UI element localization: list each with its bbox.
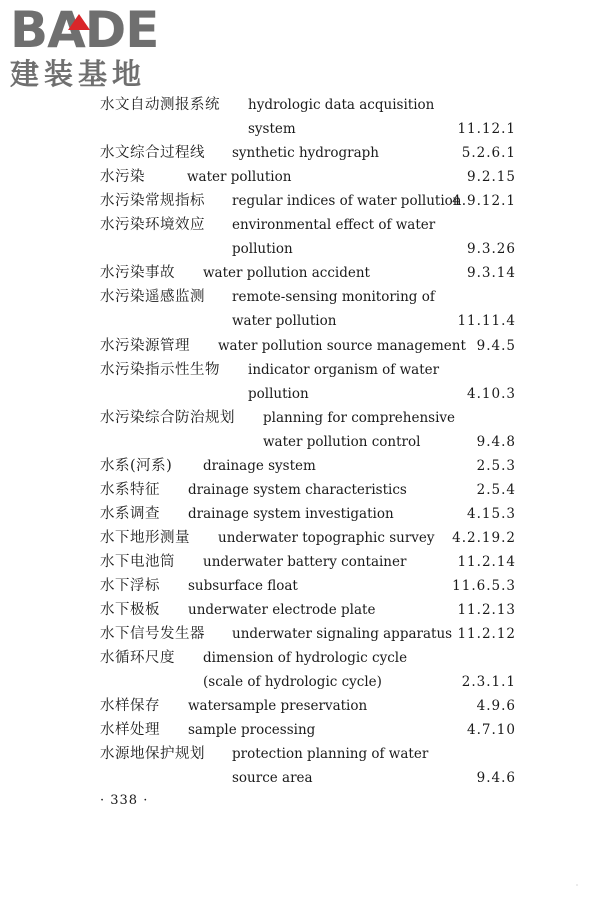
glossary-entry <box>0 454 600 478</box>
glossary-entry <box>0 213 600 237</box>
entry-section-ref: 11.2.13 <box>457 602 516 618</box>
entry-english-term: planning for comprehensive <box>263 410 456 426</box>
entry-english-term: indicator organism of water <box>248 362 440 378</box>
entry-english-term: underwater signaling apparatus <box>232 626 453 642</box>
glossary-entry <box>0 261 600 285</box>
entry-chinese-term: 水文自动测报系统 <box>100 97 220 113</box>
glossary-entry <box>0 189 600 213</box>
entry-chinese-term: 水样处理 <box>100 722 160 738</box>
glossary-entry <box>0 478 600 502</box>
entry-chinese-term: 水污染 <box>100 169 145 185</box>
entry-english-term: system <box>248 121 296 137</box>
entry-english-term: remote-sensing monitoring of <box>232 289 435 305</box>
entry-english-term: dimension of hydrologic cycle <box>203 650 408 666</box>
entry-chinese-term: 水系特征 <box>100 482 160 498</box>
entry-section-ref: 4.7.10 <box>467 722 516 738</box>
entry-chinese-term: 水污染源管理 <box>100 338 190 354</box>
entry-section-ref: 9.3.26 <box>467 241 516 257</box>
entry-section-ref: 4.15.3 <box>467 506 516 522</box>
entry-english-term: water pollution accident <box>203 265 370 281</box>
entry-section-ref: 11.12.1 <box>457 121 516 137</box>
glossary-entry <box>0 406 600 430</box>
entry-english-term: hydrologic data acquisition <box>248 97 435 113</box>
entry-chinese-term: 水源地保护规划 <box>100 746 205 762</box>
glossary-entry-continuation <box>0 237 600 261</box>
glossary-entry <box>0 622 600 646</box>
entry-chinese-term: 水下地形测量 <box>100 530 190 546</box>
entry-english-term: source area <box>232 770 313 786</box>
entry-section-ref: 4.10.3 <box>467 386 516 402</box>
entry-chinese-term: 水文综合过程线 <box>100 145 205 161</box>
entry-chinese-term: 水系(河系) <box>100 458 173 474</box>
entry-english-term: underwater electrode plate <box>188 602 376 618</box>
entry-section-ref: 11.6.5.3 <box>452 578 516 594</box>
entry-english-term: subsurface float <box>188 578 298 594</box>
entry-chinese-term: 水污染指示性生物 <box>100 362 220 378</box>
entry-english-term: regular indices of water pollution <box>232 193 462 209</box>
entry-english-term: water pollution control <box>263 434 421 450</box>
entry-english-term: drainage system investigation <box>188 506 394 522</box>
entry-chinese-term: 水下信号发生器 <box>100 626 205 642</box>
entry-english-term: water pollution <box>187 169 292 185</box>
logo-wordmark: BADE <box>10 1 159 59</box>
glossary-entry-continuation <box>0 117 600 141</box>
entry-section-ref: 9.4.8 <box>476 434 516 450</box>
entry-chinese-term: 水下浮标 <box>100 578 160 594</box>
glossary-entry <box>0 285 600 309</box>
entry-english-term: pollution <box>248 386 309 402</box>
glossary-entry-continuation <box>0 430 600 454</box>
entry-english-term: protection planning of water <box>232 746 429 762</box>
glossary-entry <box>0 93 600 117</box>
entry-chinese-term: 水循环尺度 <box>100 650 175 666</box>
glossary-entry <box>0 550 600 574</box>
entry-chinese-term: 水样保存 <box>100 698 160 714</box>
entry-english-term: underwater battery container <box>203 554 407 570</box>
entry-section-ref: 4.9.12.1 <box>452 193 516 209</box>
entry-section-ref: 2.5.4 <box>476 482 516 498</box>
entry-section-ref: 9.3.14 <box>467 265 516 281</box>
glossary-entry <box>0 358 600 382</box>
entry-section-ref: 2.5.3 <box>476 458 516 474</box>
glossary-entry <box>0 742 600 766</box>
entry-english-term: synthetic hydrograph <box>232 145 379 161</box>
glossary-entry <box>0 694 600 718</box>
entry-english-term: water pollution source management <box>218 338 466 354</box>
entry-english-term: underwater topographic survey <box>218 530 435 546</box>
entry-english-term: water pollution <box>232 313 337 329</box>
entry-section-ref: 9.4.5 <box>476 338 516 354</box>
bade-logo <box>8 1 178 92</box>
entry-english-term: drainage system <box>203 458 316 474</box>
entry-chinese-term: 水污染遥感监测 <box>100 289 205 305</box>
entry-english-term: drainage system characteristics <box>188 482 407 498</box>
entry-chinese-term: 水系调查 <box>100 506 160 522</box>
glossary-entry <box>0 526 600 550</box>
logo-accent-triangle-icon <box>68 14 90 30</box>
entry-section-ref: 2.3.1.1 <box>461 674 516 690</box>
logo-subtitle: 建装基地 <box>10 57 147 91</box>
entry-chinese-term: 水下极板 <box>100 602 160 618</box>
glossary-entry-continuation <box>0 382 600 406</box>
entry-english-term: pollution <box>232 241 293 257</box>
entry-section-ref: 9.2.15 <box>467 169 516 185</box>
page-number: · 338 · <box>100 793 149 808</box>
glossary-entry <box>0 598 600 622</box>
glossary-entry <box>0 646 600 670</box>
glossary-entry-continuation <box>0 309 600 333</box>
entry-section-ref: 11.2.12 <box>457 626 516 642</box>
entry-section-ref: 11.11.4 <box>457 313 516 329</box>
entry-english-term: sample processing <box>188 722 316 738</box>
glossary-entry <box>0 334 600 358</box>
glossary-entry <box>0 502 600 526</box>
entry-section-ref: 9.4.6 <box>476 770 516 786</box>
entry-section-ref: 11.2.14 <box>457 554 516 570</box>
entry-section-ref: 5.2.6.1 <box>461 145 516 161</box>
entry-chinese-term: 水下电池筒 <box>100 554 175 570</box>
glossary-entry <box>0 718 600 742</box>
glossary-entry-continuation <box>0 670 600 694</box>
entry-chinese-term: 水污染环境效应 <box>100 217 205 233</box>
glossary-entry <box>0 574 600 598</box>
entry-chinese-term: 水污染综合防治规划 <box>100 410 235 426</box>
glossary-entry <box>0 165 600 189</box>
entry-english-term: watersample preservation <box>188 698 368 714</box>
entry-chinese-term: 水污染常规指标 <box>100 193 205 209</box>
entry-english-term: (scale of hydrologic cycle) <box>203 674 382 690</box>
glossary-entry-continuation <box>0 766 600 790</box>
entry-section-ref: 4.9.6 <box>476 698 516 714</box>
entry-chinese-term: 水污染事故 <box>100 265 175 281</box>
corner-mark: ˙ <box>575 884 579 893</box>
entry-section-ref: 4.2.19.2 <box>452 530 516 546</box>
glossary-entry <box>0 141 600 165</box>
entry-english-term: environmental effect of water <box>232 217 436 233</box>
